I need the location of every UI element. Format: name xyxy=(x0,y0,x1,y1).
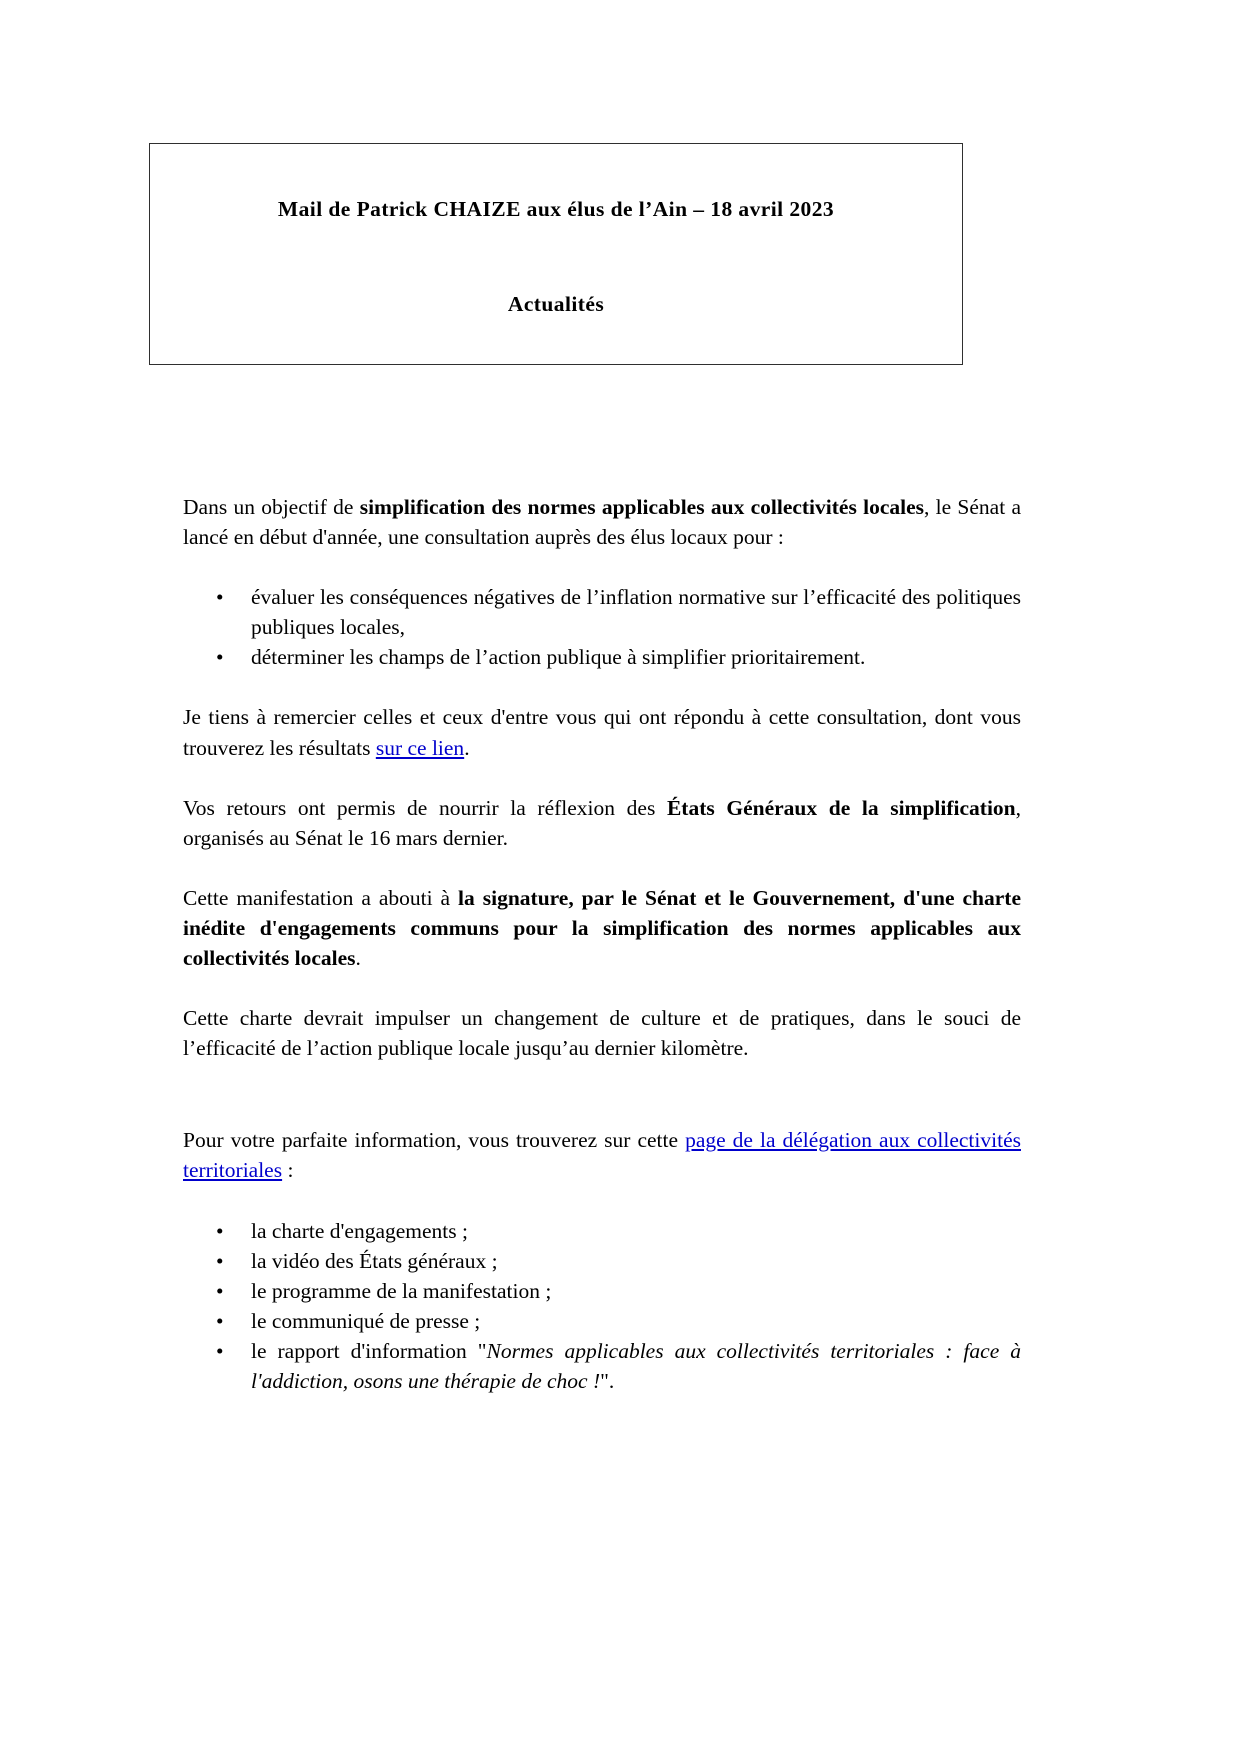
paragraph-thanks xyxy=(183,702,1021,762)
spacer xyxy=(183,763,1021,793)
intro-text-after: , le Sénat a lancé en début d'année, une consultation auprès des élus locaux pour : xyxy=(183,495,1021,550)
manifestation-bold-phrase: la signature, par le Sénat et le Gouvernement, d'une charte inédite d'engagements communs pour la simplification des normes applicables aux collectivités locales xyxy=(183,885,1021,971)
spacer xyxy=(183,1186,1021,1216)
bullet-icon: • xyxy=(216,1248,224,1273)
header-box xyxy=(149,143,963,365)
bullet-icon: • xyxy=(216,1218,224,1243)
list-item-label: déterminer les champs de l’action publique à simplifier prioritairement. xyxy=(251,645,866,670)
bullet-icon: • xyxy=(216,1338,224,1363)
bullet-icon: • xyxy=(216,1308,224,1333)
report-title-italic: Normes applicables aux collectivités territoriales : face à l'addiction, osons une thérapie de choc ! xyxy=(251,1338,1021,1393)
list-item-label: le communiqué de presse ; xyxy=(251,1308,481,1333)
intro-bold-phrase: simplification des normes applicables aux collectivités locales xyxy=(359,495,924,519)
list-item xyxy=(183,582,1021,642)
spacer xyxy=(183,973,1021,1003)
report-label-prefix: le rapport d'information " xyxy=(251,1338,487,1363)
bullet-icon: • xyxy=(216,1278,224,1303)
list-item xyxy=(183,1306,1021,1336)
report-label-suffix: ". xyxy=(600,1368,615,1393)
list-item xyxy=(183,1246,1021,1276)
retours-text-after: , organisés au Sénat le 16 mars dernier. xyxy=(183,795,1022,850)
intro-text-before: Dans un objectif de xyxy=(183,495,360,519)
list-item xyxy=(183,1216,1021,1246)
resource-bullet-list xyxy=(183,1216,1021,1397)
paragraph-information xyxy=(183,1125,1021,1185)
list-item-label: évaluer les conséquences négatives de l’inflation normative sur l’efficacité des politiques publiques locales, xyxy=(251,585,1021,640)
bullet-icon: • xyxy=(216,645,224,670)
retours-bold-phrase: États Généraux de la simplification xyxy=(666,795,1016,820)
list-item-label: la vidéo des États généraux ; xyxy=(251,1248,498,1273)
list-item xyxy=(183,642,1021,672)
spacer xyxy=(183,853,1021,883)
bullet-icon: • xyxy=(216,585,224,610)
list-item xyxy=(183,1276,1021,1306)
list-item-label: le programme de la manifestation ; xyxy=(251,1278,552,1303)
spacer xyxy=(183,1063,1021,1125)
manifestation-text-before: Cette manifestation a abouti à xyxy=(183,885,459,910)
list-item-report xyxy=(183,1336,1021,1396)
page-title: Mail de Patrick CHAIZE aux élus de l’Ain – 18 avril 2023 xyxy=(277,197,835,221)
information-text-before: Pour votre parfaite information, vous trouverez sur cette xyxy=(183,1128,686,1153)
paragraph-intro xyxy=(183,492,1021,552)
thanks-text-before: Je tiens à remercier celles et ceux d'entre vous qui ont répondu à cette consultation, dont vous trouverez les résultats xyxy=(183,705,1021,760)
link-consultation-results[interactable]: sur ce lien xyxy=(375,735,465,760)
thanks-text-after: . xyxy=(464,735,470,760)
paragraph-manifestation xyxy=(183,883,1021,973)
retours-text-before: Vos retours ont permis de nourrir la réflexion des xyxy=(183,795,667,820)
link-delegation-page[interactable]: page de la délégation aux collectivités territoriales xyxy=(183,1128,1021,1183)
information-text-after: : xyxy=(282,1158,294,1183)
paragraph-charte: Cette charte devrait impulser un changement de culture et de pratiques, dans le souci de l’efficacité de l’action publique locale jusqu’au dernier kilomètre. xyxy=(183,1006,1021,1061)
consultation-bullet-list xyxy=(183,582,1021,672)
spacer xyxy=(183,672,1021,702)
manifestation-text-after: . xyxy=(355,946,361,971)
paragraph-retours xyxy=(183,793,1021,853)
list-item-label: la charte d'engagements ; xyxy=(251,1218,468,1243)
document-body xyxy=(183,492,1021,1396)
header-subtitle: Actualités xyxy=(507,292,605,316)
spacer xyxy=(183,552,1021,582)
